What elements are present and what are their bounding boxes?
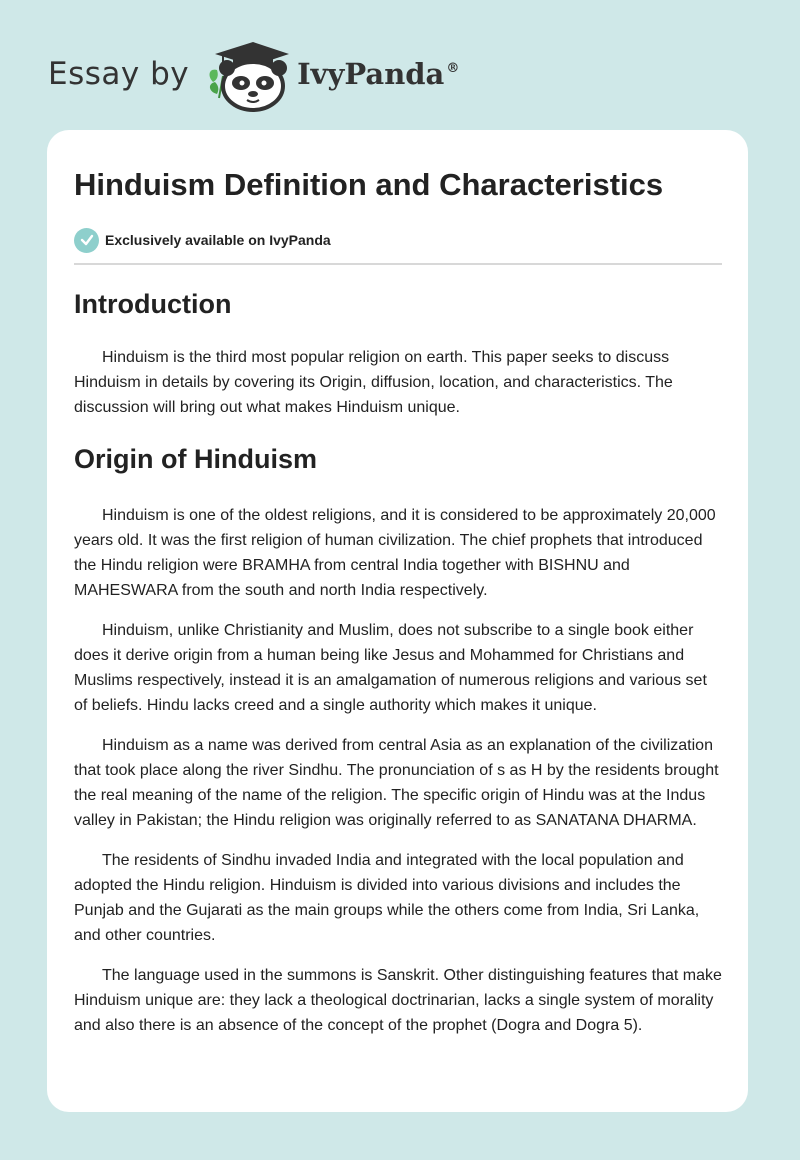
site-header bbox=[48, 34, 459, 114]
paragraph: Hinduism, unlike Christianity and Muslim, does not subscribe to a single book either does it derive origin from a human being like Jesus and Mohammed for Christians and Muslims respectively, instead it is an amalgamation of numerous religions and various set of beliefs. Hindu lacks creed and a single authority which makes it unique. bbox=[74, 622, 707, 714]
article-card bbox=[47, 130, 748, 1112]
section-heading-origin: Origin of Hinduism bbox=[74, 444, 317, 474]
registered-mark: ® bbox=[446, 61, 460, 76]
brand-name[interactable]: IvyPanda ® bbox=[297, 57, 460, 91]
exclusive-badge-label: Exclusively available on IvyPanda bbox=[105, 232, 331, 248]
article-title: Hinduism Definition and Characteristics bbox=[74, 167, 664, 202]
paragraph: The language used in the summons is Sanskrit. Other distinguishing features that make Hinduism unique are: they lack a theological doctrinarian, lacks a single system of morality and also there is an absence of the concept of the prophet (Dogra and Dogra 5). bbox=[74, 967, 722, 1034]
essay-by-label: Essay by bbox=[48, 56, 190, 92]
paragraph: Hinduism as a name was derived from central Asia as an explanation of the civilization that took place along the river Sindhu. The pronunciation of s as H by the residents brought the real meaning of the name of the religion. The specific origin of Hindu was at the Indus valley in Pakistan; the Hindu religion was originally referred to as SANATANA DHARMA. bbox=[74, 737, 719, 829]
checkmark-icon bbox=[74, 228, 99, 253]
paragraph: The residents of Sindhu invaded India and integrated with the local population and adopted the Hindu religion. Hinduism is divided into various divisions and includes the Punjab and the Gujarati as the main groups while the others come from India, Sri Lanka, and other countries. bbox=[74, 852, 700, 944]
panda-graduate-icon[interactable] bbox=[203, 36, 293, 112]
paragraph: Hinduism is one of the oldest religions, and it is considered to be approximately 20,000 years old. It was the first religion of human civilization. The chief prophets that introduced the Hindu religion were BRAMHA from central India together with BISHNU and MAHESWARA from the south and north India respectively. bbox=[74, 507, 716, 599]
section-heading-introduction: Introduction bbox=[74, 289, 232, 319]
paragraph: Hinduism is the third most popular religion on earth. This paper seeks to discuss Hinduism in details by covering its Origin, diffusion, location, and characteristics. The discussion will bring out what makes Hinduism unique. bbox=[74, 349, 673, 416]
title-divider bbox=[74, 263, 722, 265]
exclusive-badge bbox=[74, 226, 722, 254]
